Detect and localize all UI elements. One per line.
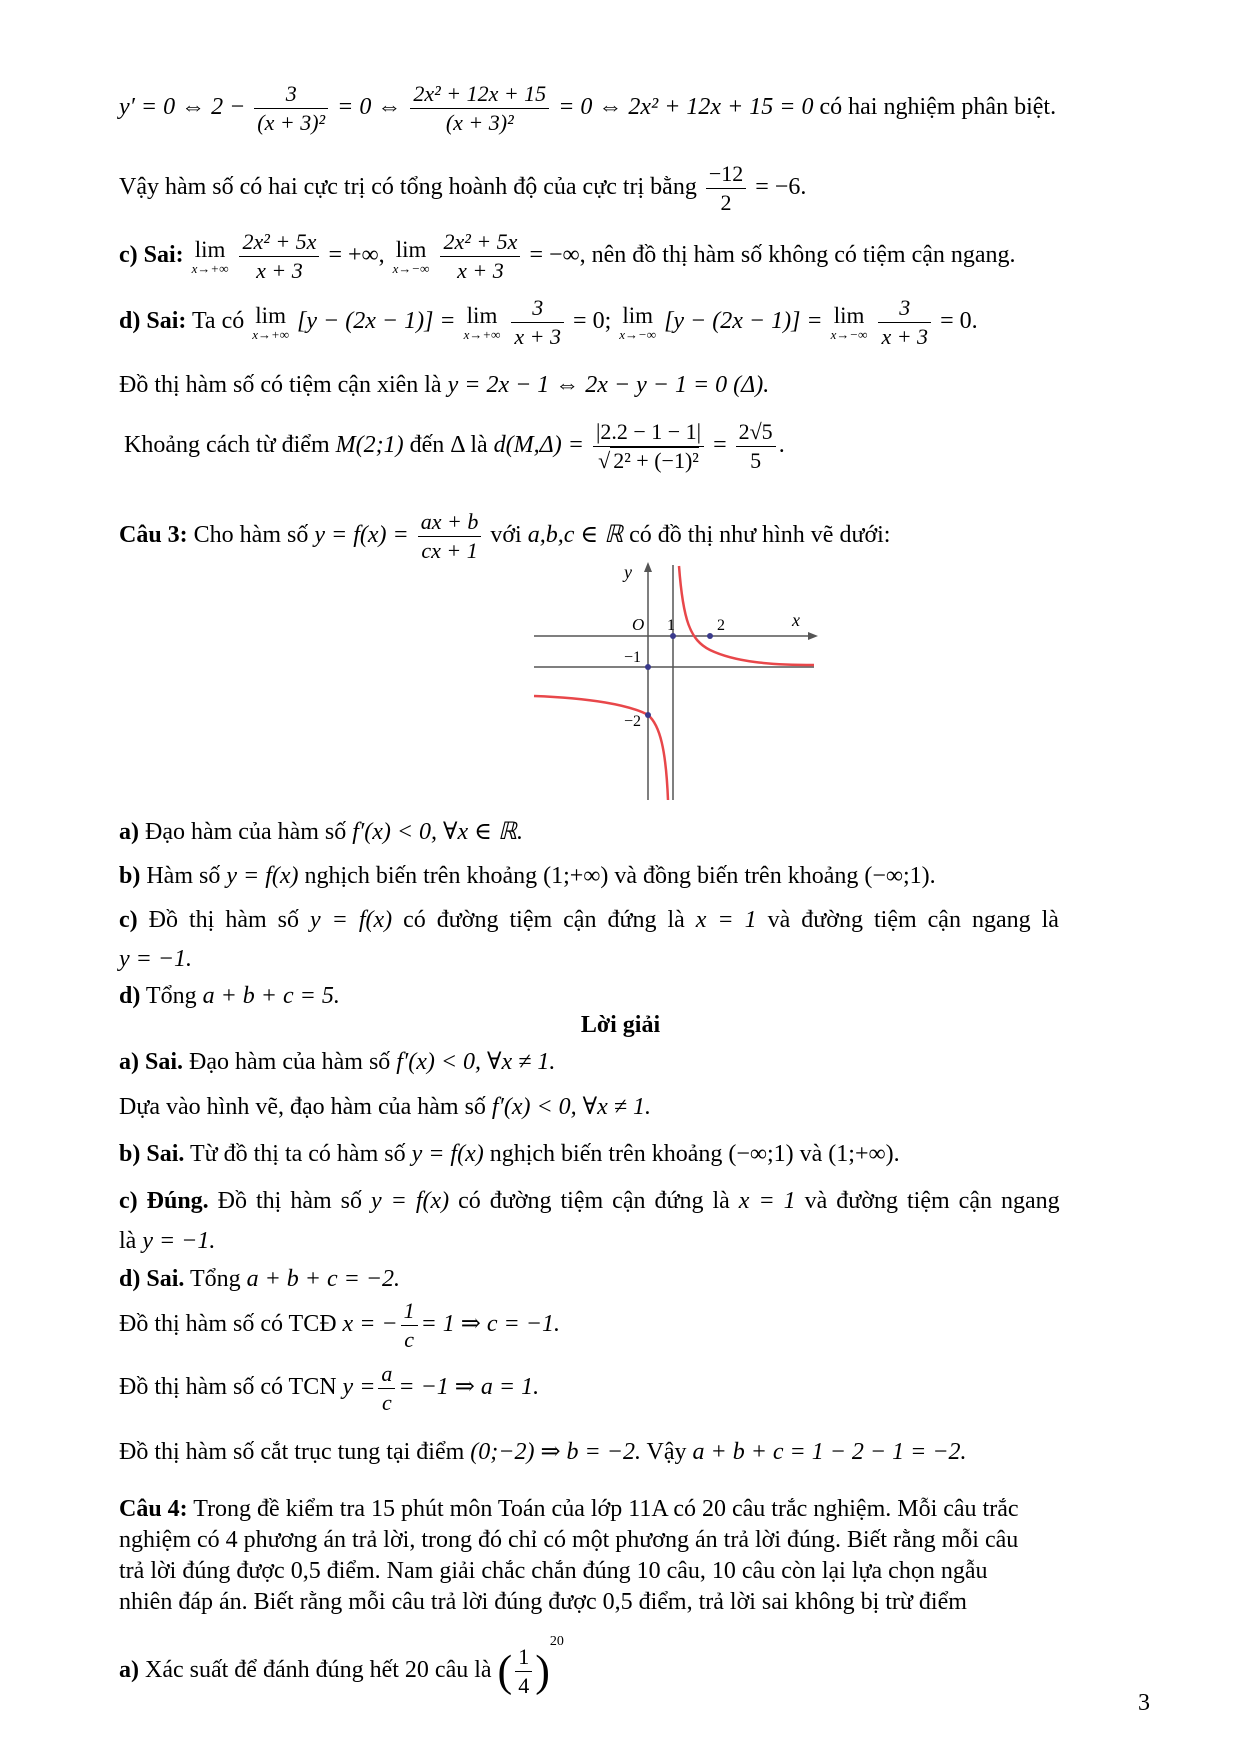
tick-1-label: 1 [667, 617, 675, 634]
function-graph [520, 560, 820, 805]
fraction: $\frac{3}{x + 3}$ [511, 294, 564, 351]
solution-a-2: Dựa vào hình vẽ, đạo hàm của hàm số f′(x) < 0, ∀x ≠ 1. [119, 1094, 651, 1120]
fraction: $\frac{-12}{2}$ [706, 160, 746, 217]
question-4-option-a: a) Xác suất để đánh đúng hết 20 câu là ( $\frac{1}{4}$ )$^{20}$ [119, 1634, 564, 1698]
point-x2 [707, 633, 713, 639]
y-label: y [624, 562, 632, 582]
option-d: d) Tổng a + b + c = 5. [119, 983, 340, 1009]
fraction: $\frac{1}{4}$ [515, 1643, 532, 1700]
fraction: $\frac{a}{c}$ [378, 1360, 395, 1417]
fraction: $\frac{ax + b}{cx + 1}$ [418, 508, 482, 565]
option-c-line-2: y = −1. [119, 946, 193, 972]
fraction: $\frac{\text{2x² + 5x}}{x + 3}$ [440, 228, 520, 285]
limit: lim x→+∞ [191, 236, 229, 276]
solution-tcn: Đồ thị hàm số có TCN y = $\frac{a}{c}$ = −1 ⇒ a = 1. [119, 1361, 540, 1415]
fraction: $\frac{|2.2 - 1 - 1|}{\text{√ 2² + (−1)²}}$ [593, 418, 704, 475]
question-3: Câu 3: Cho hàm số y = f(x) = $\frac{ax + b}{cx + 1}$ với a,b,c ∈ ℝ có đồ thị như hình vẽ dưới: [119, 509, 891, 563]
solution-b: b) Sai. Từ đồ thị ta có hàm số y = f(x) nghịch biến trên khoảng (−∞;1) và (1;+∞). [119, 1141, 900, 1167]
page-number: 3 [1138, 1690, 1150, 1716]
x-axis-arrow [808, 632, 818, 640]
point-y-minus-1 [645, 664, 651, 670]
fraction: $\frac{3}{\text{(x + 3)²}}$ [254, 80, 328, 137]
question-4-line-3: trả lời đúng được 0,5 điểm. Nam giải chắc chắn đúng 10 câu, 10 câu còn lại lựa chọn ngẫu [119, 1558, 988, 1584]
derivative-line: y′ = 0 ⇔ 2 − $\frac{3}{\text{(x + 3)²}}$ = 0 ⇔ $\frac{\text{2x² + 12x + 15}}{\text{(x + 3)²}}$ = 0 ⇔ 2x² + 12x + 15 = 0 có hai nghiệm phân biệt. [119, 81, 1057, 135]
limit: lim x→−∞ [619, 302, 657, 342]
limit: lim x→+∞ [252, 302, 290, 342]
fraction: $\frac{3}{x + 3}$ [878, 294, 931, 351]
solution-d: d) Sai. Tổng a + b + c = −2. [119, 1266, 401, 1292]
point-y-minus-2 [645, 712, 651, 718]
solution-intercept: Đồ thị hàm số cắt trục tung tại điểm (0;−2) ⇒ b = −2. Vậy a + b + c = 1 − 2 − 1 = −2. [119, 1439, 967, 1465]
solution-c-2: là y = −1. [119, 1228, 216, 1254]
origin-label: O [632, 615, 645, 634]
solution-tcd: Đồ thị hàm số có TCĐ x = − $\frac{1}{c}$ = 1 ⇒ c = −1. [119, 1298, 560, 1352]
question-4-line-2: nghiệm có 4 phương án trả lời, trong đó chỉ có một phương án trả lời đúng. Biết rằng mỗi câu [119, 1527, 1019, 1553]
limit: lim x→−∞ [830, 302, 868, 342]
solution-d-limits: d) Sai: Ta có lim x→+∞ [y − (2x − 1)] = lim x→+∞ $\frac{3}{x + 3}$ = 0; lim x→−∞ [y − (2x − 1)] = lim x→−∞ $\frac{3}{x + 3}$ = 0. [119, 295, 978, 349]
solution-c: c) Đúng. Đồ thị hàm số y = f(x) có đường tiệm cận đứng là x = 1 và đường tiệm cận ngang [119, 1188, 1060, 1214]
fraction: $\frac{2√5}{5}$ [736, 418, 776, 475]
distance-line: Khoảng cách từ điểm M(2;1) đến Δ là d(M,Δ) = $\frac{|2.2 - 1 - 1|}{\text{√ 2² + (−1)²}}$ = $\frac{2√5}{5}$ . [124, 419, 785, 473]
y-axis-arrow [644, 562, 652, 572]
solution-a: a) Sai. Đạo hàm của hàm số f′(x) < 0, ∀x ≠ 1. [119, 1049, 556, 1075]
limit: lim x→+∞ [463, 302, 501, 342]
solution-title: Lời giải [580, 1012, 661, 1038]
question-4: Câu 4: Trong đề kiểm tra 15 phút môn Toán của lớp 11A có 20 câu trắc nghiệm. Mỗi câu trắc [119, 1496, 1019, 1522]
extrema-sum-line: Vậy hàm số có hai cực trị có tổng hoành độ của cực trị bằng $\frac{-12}{2}$ = −6. [119, 161, 807, 215]
option-b: b) Hàm số y = f(x) nghịch biến trên khoảng (1;+∞) và đồng biến trên khoảng (−∞;1). [119, 863, 936, 889]
oblique-asymptote-line: Đồ thị hàm số có tiệm cận xiên là y = 2x − 1 ⇔ 2x − y − 1 = 0 (Δ). [119, 372, 770, 398]
limit: lim x→−∞ [392, 236, 430, 276]
fraction: $\frac{\text{2x² + 12x + 15}}{\text{(x + 3)²}}$ [410, 80, 549, 137]
x-label: x [792, 610, 800, 630]
option-a: a) Đạo hàm của hàm số f′(x) < 0, ∀x ∈ ℝ. [119, 819, 523, 845]
tick-minus-1-label: −1 [624, 649, 642, 666]
question-4-line-4: nhiên đáp án. Biết rằng mỗi câu trả lời đúng được 0,5 điểm, trả lời sai không bị trừ điểm [119, 1589, 967, 1615]
option-c: c) Đồ thị hàm số y = f(x) có đường tiệm cận đứng là x = 1 và đường tiệm cận ngang là [119, 907, 1059, 933]
fraction: $\frac{\text{2x² + 5x}}{x + 3}$ [239, 228, 319, 285]
solution-c-limits: c) Sai: lim x→+∞ $\frac{\text{2x² + 5x}}{x + 3}$ = +∞, lim x→−∞ $\frac{\text{2x² + 5x}}{x + 3}$ = −∞, nên đồ thị hàm số không có tiệm cận ngang. [119, 229, 1016, 283]
fraction: $\frac{1}{c}$ [401, 1297, 418, 1354]
tick-2-label: 2 [717, 617, 725, 634]
tick-minus-2-label: −2 [624, 713, 642, 730]
